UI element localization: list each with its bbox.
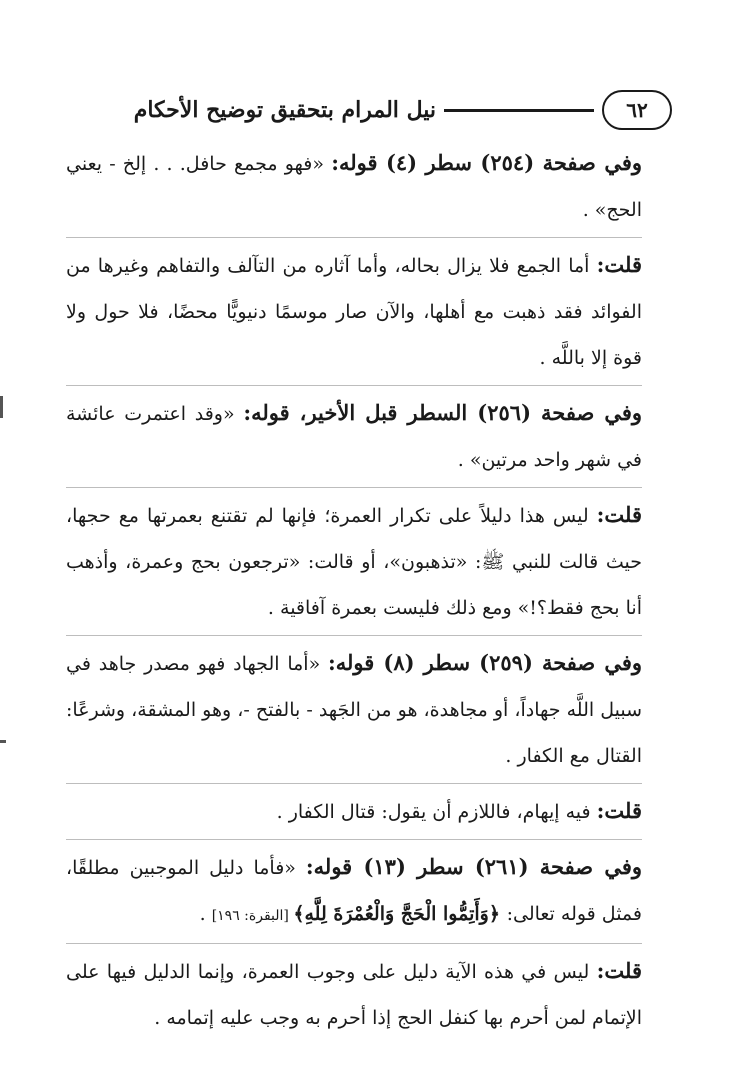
paragraph-text: ليس هذا دليلاً على تكرار العمرة؛ فإنها لم تقتنع بعمرتها مع حجها، حيث قالت للنبي ﷺ: «تذهبون»، أو قالت: «ترجعون بحج وعمرة، وأذهب أنا بحج فقط؟!» ومع ذلك فليست بعمرة آفاقية . — [66, 505, 642, 619]
paragraph-lead: قلت: — [596, 958, 642, 983]
paragraph — [66, 635, 642, 779]
header-divider — [444, 109, 594, 112]
page-number: ٦٢ — [626, 98, 648, 122]
paragraph-text: «وقد اعتمرت عائشة في شهر واحد مرتين» . — [66, 403, 642, 471]
paragraph — [66, 385, 642, 483]
paragraph-lead: وفي صفحة (٢٥٩) سطر (٨) قوله: — [328, 650, 643, 675]
paragraph-lead: وفي صفحة (٢٥٤) سطر (٤) قوله: — [331, 150, 642, 175]
quran-verse: ﴿وَأَتِمُّوا الْحَجَّ وَالْعُمْرَةَ لِلَّهِ﴾ — [293, 903, 507, 925]
page-body — [66, 140, 642, 1041]
book-title: نيل المرام بتحقيق توضيح الأحكام — [133, 97, 436, 123]
paragraph — [66, 943, 642, 1041]
paragraph-lead: قلت: — [596, 502, 642, 527]
paragraph-lead: قلت: — [596, 798, 642, 823]
verse-reference: [البقرة: ١٩٦] — [211, 908, 294, 924]
page-header — [60, 88, 672, 132]
paragraph-tail: . — [199, 903, 212, 925]
paragraph-text: «فأما دليل الموجبين مطلقًا، فمثل قوله تعالى: — [66, 857, 642, 925]
paragraph-text: «أما الجهاد فهو مصدر جاهد في سبيل اللَّه جهاداً، أو مجاهدة، هو من الجَهد - بالفتح -، وهو المشقة، وشرعًا: القتال مع الكفار . — [66, 653, 642, 767]
paragraph-lead: وفي صفحة (٢٥٦) السطر قبل الأخير، قوله: — [243, 400, 643, 425]
paragraph — [66, 237, 642, 381]
paragraph-text: فيه إيهام، فاللازم أن يقول: قتال الكفار . — [276, 801, 597, 823]
paragraph-lead: وفي صفحة (٢٦١) سطر (١٣) قوله: — [305, 854, 643, 879]
margin-mark — [0, 740, 6, 743]
paragraph — [66, 487, 642, 631]
paragraph-text: «فهو مجمع حافل. . . إلخ - يعني الحج» . — [66, 153, 642, 221]
paragraph-text: أما الجمع فلا يزال بحاله، وأما آثاره من التآلف والتفاهم وغيرها من الفوائد فقد ذهبت مع أهلها، والآن صار موسمًا دنيويًّا محضًا، فلا حول ولا قوة إلا باللَّه . — [66, 255, 642, 369]
paragraph-lead: قلت: — [596, 252, 642, 277]
paragraph — [66, 783, 642, 835]
page-number-badge — [602, 90, 672, 130]
paragraph — [66, 839, 642, 939]
paragraph-text: ليس في هذه الآية دليل على وجوب العمرة، وإنما الدليل فيها على الإتمام لمن أحرم بها كنفل الحج إذا أحرم به وجب عليه إتمامه . — [66, 961, 642, 1029]
paragraph — [66, 140, 642, 233]
margin-mark — [0, 396, 3, 418]
